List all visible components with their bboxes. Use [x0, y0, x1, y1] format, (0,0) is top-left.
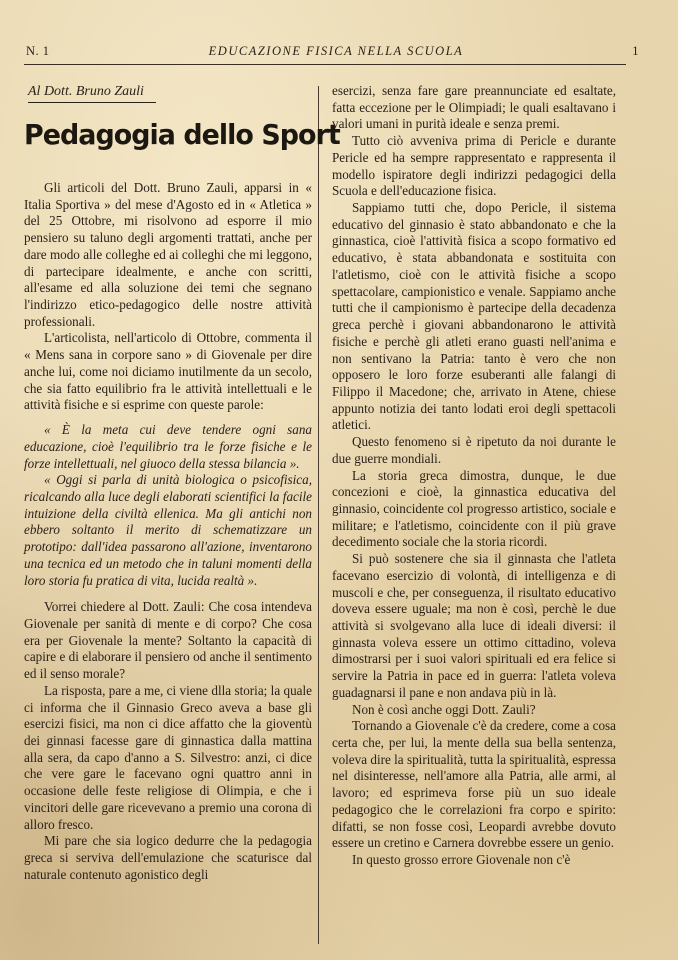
paragraph: Gli articoli del Dott. Bruno Zauli, apparsi in « Italia Sportiva » del mese d'Agosto ed in « Atletica » del 25 Ottobre, mi risolvono ad esporre il mio pensiero su taluno degli argomenti trattati, anche per dare modo alle colleghe ed ai colleghi che mi leggono, di partecipare idealmente, e anche con scritti, all'esame ed alla soluzione dei temi che segnano l'indirizzo etico-pedagogico delle nostre attività professionali.	[24, 180, 312, 329]
paragraph: In questo grosso errore Giovenale non c'è	[352, 852, 571, 868]
paragraph: Vorrei chiedere al Dott. Zauli: Che cosa intendeva Giovenale per sanità di mente e di corpo? Che cosa era per Giovenale la mente? Soltanto la capacità di capire e di elaborare il pensiero od anche il sentimento ed il senso morale?	[24, 599, 312, 682]
page-number: 1	[632, 44, 640, 58]
paragraph: Non è così anche oggi Dott. Zauli?	[352, 701, 536, 717]
paragraph: La storia greca dimostra, dunque, le due concezioni e cioè, la ginnastica educativa del ginnasio, coincidente col progresso artistico, sociale e militare; e l'atletismo, coincidente con il più grave decedimento sociale che la storia ricordi.	[332, 467, 616, 550]
paragraph: Sappiamo tutti che, dopo Pericle, il sistema educativo del ginnasio è stato abbandonato e che la ginnastica, cioè l'attività fisica a scopo formativo ed educativo, è stata abbandonata e sostituita con l'atletismo, cioè con le attività fisiche a scopo spettacolare, campionistico e venale. Sappiamo anche tutti che il campionismo è partecipe della decadenza greca perchè i giovani abbandonarono le attività fisiche e perchè gli atleti erano guasti nell'anima e non sentivano la Patria: tanto è vero che non opposero le loro forze esuberanti alle falangi di Filippo il Macedone; che, arrivato in Atene, chiese appunto notizia dei tanto lodati eroi degli spettacoli atletici.	[332, 200, 616, 433]
issue-number: N. 1	[26, 44, 50, 58]
left-column	[24, 180, 312, 883]
paragraph: Si può sostenere che sia il ginnasta che l'atleta facevano esercizio di volontà, di intelligenza e di muscoli e che, per conseguenza, il risultato educativo doveva essere uguale; ma non è così, perchè le due attività si svolgevano alla luce di ideali diversi: il ginnasta voleva essere un ottimo cittadino, voleva dimostrarsi per i suoi valori spirituali ed era felice si servire la Patria in pace ed in guerra: l'atleta voleva guadagnarsi il pane e non andava più in là.	[332, 551, 616, 700]
paragraph: Tutto ciò avveniva prima di Pericle e durante Pericle ed ha sempre rappresentato e rappresenta il modello ispiratore degli indirizzi pedagogici della Scuola e dell'educazione fisica.	[332, 133, 616, 199]
header-rule	[24, 64, 626, 65]
paragraph: La risposta, pare a me, ci viene dlla storia; la quale ci informa che il Ginnasio Greco aveva a base gli esercizi fisici, ma non ci dice affatto che la gioventù dei ginnasi facesse gare di ginnastica dalla mattina alla sera, da capo d'anno a S. Silvestro: anzi, ci dice che vere gare le facevano ogni quattro anni in occasione delle feste religiose di Olimpia, e che i vincitori delle gare ricevevano a premio una corona di alloro fresco.	[24, 682, 312, 832]
dedication: Al Dott. Bruno Zauli	[28, 84, 156, 103]
paragraph: esercizi, senza fare gare preannunciate ed esaltate, fatta eccezione per le Olimpiadi; le quali esaltavano i valori umani in purità ideale e senza premi.	[332, 83, 616, 132]
column-divider	[318, 86, 319, 944]
journal-title: EDUCAZIONE FISICA NELLA SCUOLA	[208, 44, 464, 58]
quotation: « Oggi si parla di unità biologica o psicofisica, ricalcando alla luce degli elaborati scientifici la facile intuizione della civiltà ellenica. Ma gli antichi non ebbero soltanto il merito di schematizzare un prototipo: dall'idea passarono all'azione, inventarono una tecnica ed un metodo che in taluni momenti della loro storia fu pratica di vita, lucida realtà ».	[24, 472, 312, 588]
quotation: « È la meta cui deve tendere ogni sana educazione, cioè l'equilibrio tra le forze fisiche e le forze intellettuali, nel giuoco della stessa bilancia ».	[24, 422, 312, 471]
right-column	[332, 83, 616, 869]
article-title: Pedagogia dello Sport	[24, 118, 340, 151]
paragraph: Questo fenomeno si è ripetuto da noi durante le due guerre mondiali.	[332, 434, 616, 466]
paragraph: Tornando a Giovenale c'è da credere, come a cosa certa che, per lui, la mente della sua bella sentenza, voleva dire la spiritualità, tutta la spiritualità, espressa nel disinteresse, nell'amore alla Patria, alle armi, al lavoro; ed esprimeva forse più un suo ideale pedagogico che le correlazioni fra corpo e spirito: difatti, se non fosse così, Leopardi avrebbe dovuto essere un cretino e Carnera dovrebbe essere un genio.	[332, 718, 616, 851]
running-header	[26, 44, 640, 62]
paragraph: Mi pare che sia logico dedurre che la pedagogia greca si serviva dell'emulazione che scaturisce dal naturale contenuto agonistico degli	[24, 833, 312, 882]
paragraph: L'articolista, nell'articolo di Ottobre, commenta il « Mens sana in corpore sano » di Giovenale per dire anche lui, come noi diciamo inutilmente da un secolo, che sia fatto equilibrio fra le attività intellettuali e le attività fisiche e si esprime con queste parole:	[24, 330, 312, 413]
